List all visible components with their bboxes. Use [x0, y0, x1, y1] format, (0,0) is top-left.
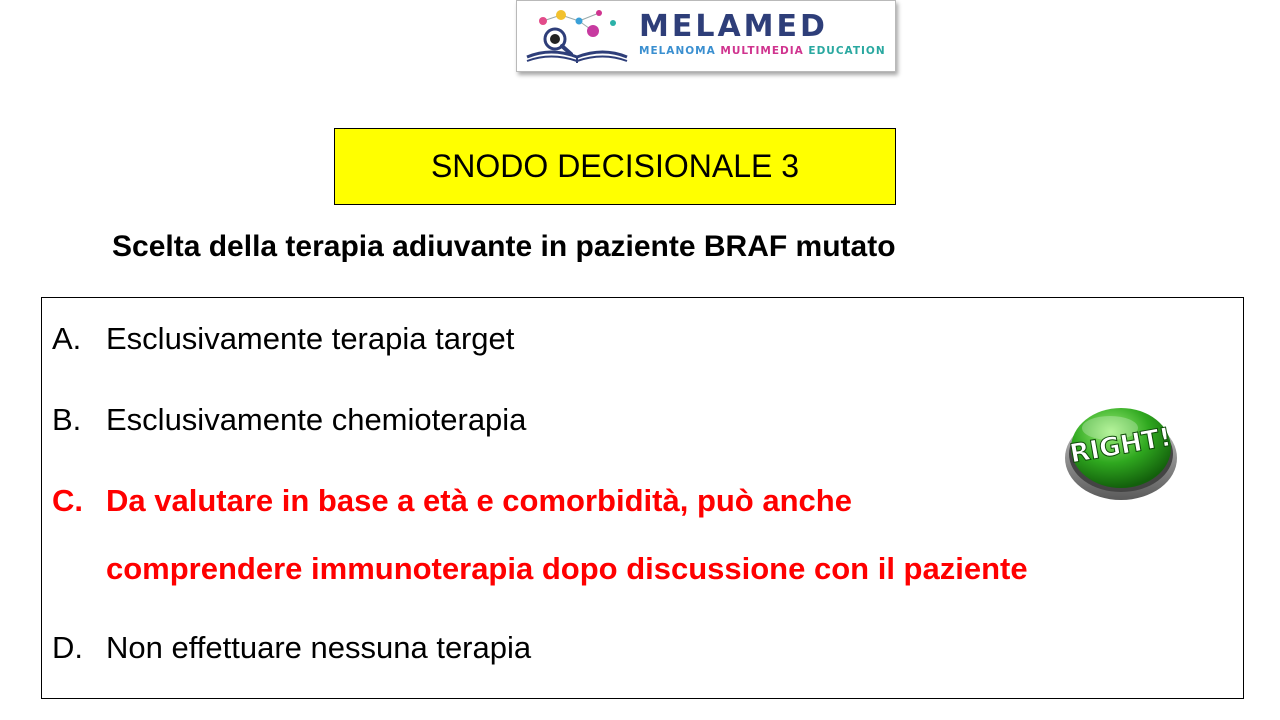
logo-subtitle [639, 45, 886, 57]
right-badge-button [1060, 398, 1182, 502]
question-text: Scelta della terapia adiuvante in paziente BRAF mutato [112, 230, 896, 263]
option-c-letter: C. [52, 483, 83, 518]
right-badge-text: RIGHT! [1067, 422, 1174, 470]
melamed-logo [516, 0, 896, 72]
logo-subtitle-word-1: MELANOMA [639, 45, 716, 57]
logo-subtitle-word-3: EDUCATION [808, 45, 886, 57]
option-b-text: Esclusivamente chemioterapia [106, 402, 527, 437]
decision-node-heading: SNODO DECISIONALE 3 [334, 128, 896, 205]
option-c-text-line-2: comprendere immunoterapia dopo discussione con il paziente [106, 551, 1028, 586]
option-b-letter: B. [52, 402, 82, 437]
option-c-text-line-1: Da valutare in base a età e comorbidità, può anche [106, 483, 852, 518]
open-book-magnifier-icon [521, 7, 633, 65]
option-d-text: Non effettuare nessuna terapia [106, 630, 532, 665]
option-d-letter: D. [52, 630, 83, 665]
logo-title: MELAMED [639, 9, 828, 44]
option-a-letter: A. [52, 321, 82, 356]
option-a-text: Esclusivamente terapia target [106, 321, 515, 356]
logo-subtitle-word-2: MULTIMEDIA [720, 45, 804, 57]
